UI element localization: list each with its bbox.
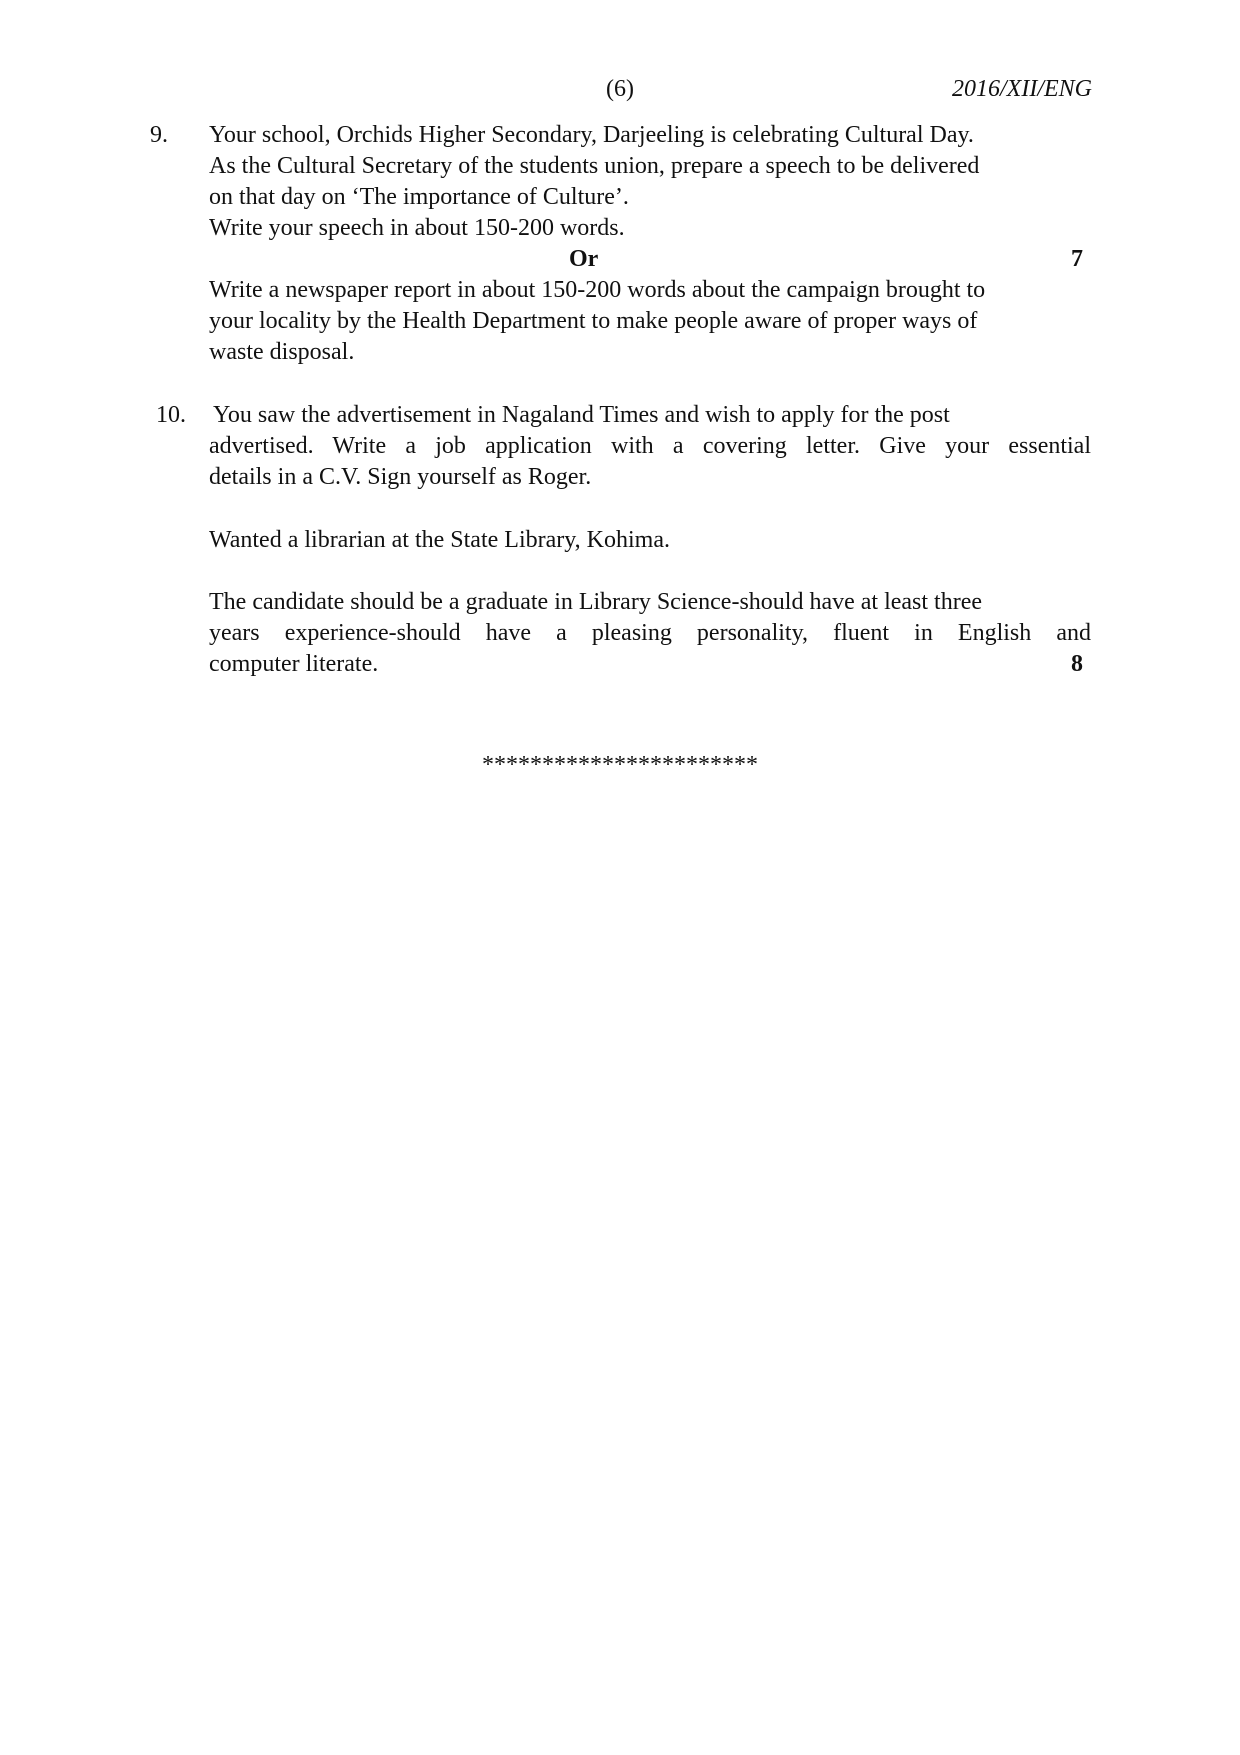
advertisement-line: years experience-should have a pleasing personality, fluent in English and <box>209 620 1091 646</box>
question-9-line: Write your speech in about 150-200 words. <box>209 215 625 241</box>
question-10-line: You saw the advertisement in Nagaland Times and wish to apply for the post <box>213 402 950 428</box>
page-number: (6) <box>606 76 634 102</box>
question-9-marks: 7 <box>1071 246 1083 272</box>
question-10-line: details in a C.V. Sign yourself as Roger. <box>209 464 592 490</box>
question-9-line: As the Cultural Secretary of the students union, prepare a speech to be delivered <box>209 153 980 179</box>
advertisement-line-last <box>209 649 1091 680</box>
question-9-line: Your school, Orchids Higher Secondary, Darjeeling is celebrating Cultural Day. <box>209 122 974 148</box>
question-10-marks: 8 <box>1071 651 1083 677</box>
question-10-number: 10. <box>156 402 186 428</box>
question-10-text <box>209 400 1091 493</box>
advertisement-line: computer literate. <box>209 651 379 677</box>
or-separator: Or <box>569 246 599 272</box>
advertisement-line: The candidate should be a graduate in Library Science-should have at least three <box>209 589 983 615</box>
advertisement-title <box>209 525 1091 556</box>
paper-code: 2016/XII/ENG <box>952 76 1092 102</box>
question-9-alt-line: your locality by the Health Department to make people aware of proper ways of <box>209 308 978 334</box>
advertisement-title-text: Wanted a librarian at the State Library, Kohima. <box>209 527 671 553</box>
advertisement-details <box>209 587 1091 680</box>
question-9-alt-line: Write a newspaper report in about 150-200 words about the campaign brought to <box>209 277 986 303</box>
question-9-or-row <box>209 244 1091 275</box>
end-of-paper-marker: *********************** <box>482 752 758 778</box>
question-9-alt-line: waste disposal. <box>209 339 355 365</box>
question-9-text <box>209 120 1091 244</box>
question-10-line: advertised. Write a job application with a covering letter. Give your essential <box>209 433 1091 459</box>
question-9-line: on that day on ‘The importance of Culture’. <box>209 184 629 210</box>
question-9-alternative-text <box>209 275 1091 368</box>
question-9-number: 9. <box>150 122 168 148</box>
